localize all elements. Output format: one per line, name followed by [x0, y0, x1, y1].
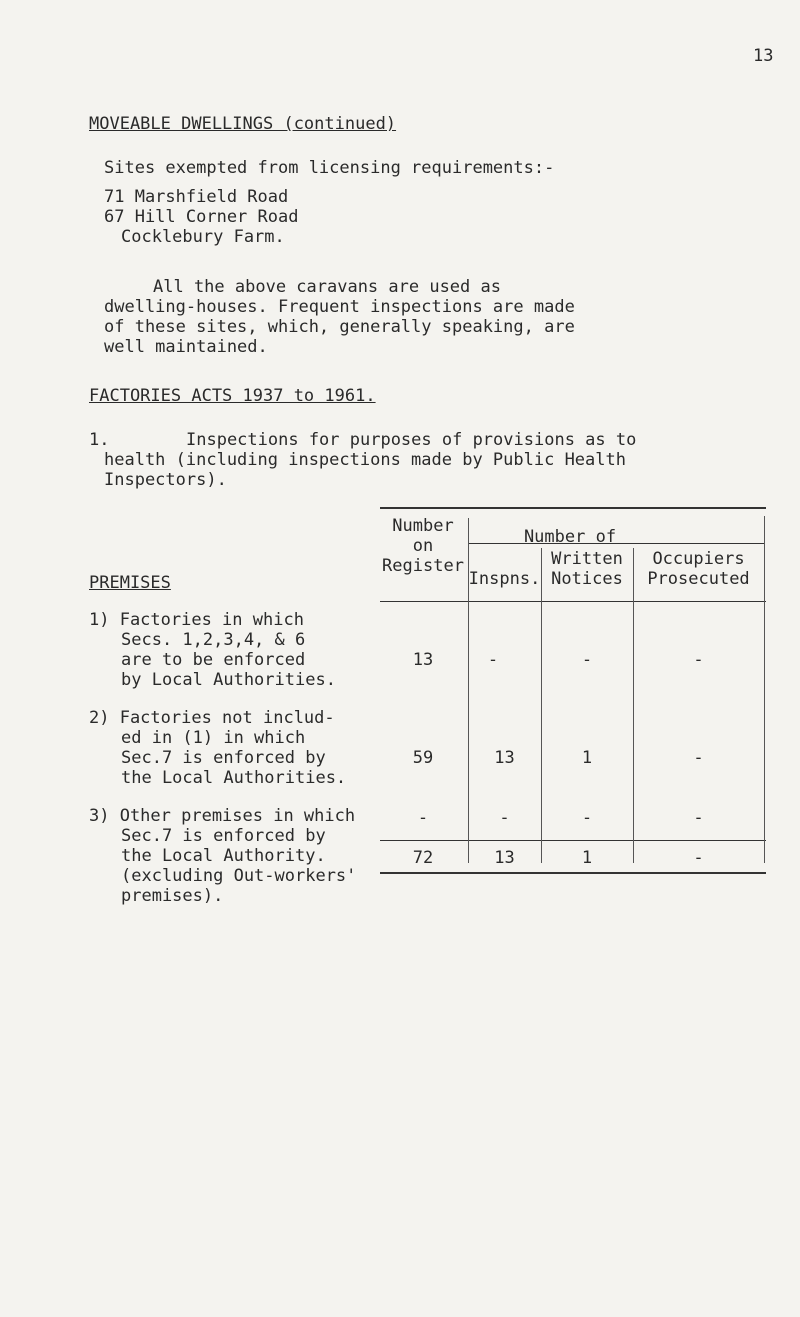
- premises-header: PREMISES: [89, 573, 171, 593]
- site-item: 67 Hill Corner Road: [104, 207, 299, 227]
- inspns-value: -: [499, 808, 510, 828]
- column-divider: [764, 516, 765, 863]
- premises-line: Sec.7 is enforced by: [121, 826, 326, 846]
- notices-value: -: [581, 808, 593, 828]
- premises-line: 1) Factories in which: [89, 610, 304, 630]
- premises-line: Sec.7 is enforced by: [121, 748, 326, 768]
- caravan-paragraph-line: dwelling-houses. Frequent inspections are made: [104, 297, 575, 317]
- register-header-line: Number: [392, 516, 454, 536]
- premises-line: by Local Authorities.: [121, 670, 336, 690]
- totals-top-rule: [380, 840, 766, 841]
- inspns-value: 13: [494, 748, 515, 768]
- prosecuted-value: -: [693, 748, 704, 768]
- occupiers-header-line: Occupiers: [652, 549, 745, 569]
- written-header-line: Notices: [551, 569, 623, 589]
- register-header-line: on: [412, 536, 434, 556]
- site-item: Cocklebury Farm.: [121, 227, 285, 247]
- register-value: 59: [412, 748, 434, 768]
- premises-line: are to be enforced: [121, 650, 306, 670]
- moveable-dwellings-heading: MOVEABLE DWELLINGS (continued): [89, 114, 397, 134]
- premises-line: Secs. 1,2,3,4, & 6: [121, 630, 306, 650]
- inspns-value: -: [487, 650, 499, 670]
- page-number: 13: [753, 46, 774, 66]
- premises-line: premises).: [121, 886, 224, 906]
- caravan-paragraph-line: of these sites, which, generally speaking, are: [104, 317, 575, 337]
- inspns-header: Inspns.: [468, 569, 541, 589]
- notices-total: 1: [581, 848, 593, 868]
- register-value: -: [417, 808, 429, 828]
- inspections-text-line: Inspections for purposes of provisions as to: [186, 430, 637, 450]
- premises-line: 3) Other premises in which: [89, 806, 356, 826]
- written-header-line: Written: [551, 549, 623, 569]
- premises-line: the Local Authority.: [121, 846, 326, 866]
- register-header-line: Register: [382, 556, 464, 576]
- factories-acts-heading: FACTORIES ACTS 1937 to 1961.: [89, 386, 376, 406]
- header-bottom-rule: [380, 601, 766, 602]
- prosecuted-total: -: [693, 848, 704, 868]
- inspections-text-line: health (including inspections made by Public Health: [104, 450, 626, 470]
- premises-line: (excluding Out-workers': [121, 866, 357, 886]
- register-total: 72: [412, 848, 434, 868]
- notices-value: -: [581, 650, 593, 670]
- sites-intro: Sites exempted from licensing requirements:-: [104, 158, 555, 178]
- site-item: 71 Marshfield Road: [104, 187, 289, 207]
- caravan-paragraph-line: well maintained.: [104, 337, 268, 357]
- prosecuted-value: -: [693, 650, 704, 670]
- number-of-header: Number of: [523, 527, 617, 547]
- prosecuted-value: -: [693, 808, 704, 828]
- caravan-paragraph-line: All the above caravans are used as: [153, 277, 501, 297]
- register-value: 13: [412, 650, 434, 670]
- table-top-rule: [380, 507, 766, 509]
- premises-line: ed in (1) in which: [121, 728, 306, 748]
- premises-line: 2) Factories not includ-: [89, 708, 335, 728]
- occupiers-header-line: Prosecuted: [647, 569, 750, 589]
- table-bottom-rule: [380, 872, 766, 874]
- premises-line: the Local Authorities.: [121, 768, 347, 788]
- inspns-total: 13: [494, 848, 515, 868]
- inspections-text-line: Inspectors).: [104, 470, 227, 490]
- notices-value: 1: [581, 748, 593, 768]
- item-number: 1.: [89, 430, 110, 450]
